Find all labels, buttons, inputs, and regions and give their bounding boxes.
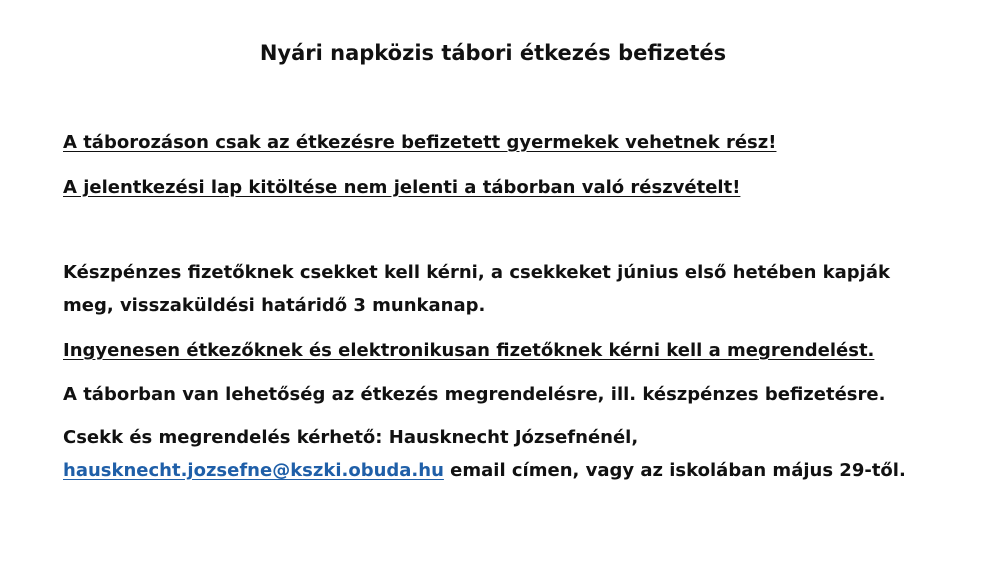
- contact-line-2: email címen, vagy az iskolában május 29-től.: [443, 460, 906, 481]
- warning-registration: A jelentkezési lap kitöltése nem jelenti a táborban való részvételt!: [63, 177, 741, 198]
- free-meal-info: Ingyenesen étkezőknek és elektronikusan fizetőknek kérni kell a megrendelést.: [63, 340, 875, 361]
- contact-info: [63, 421, 943, 487]
- cash-payment-line-2: meg, visszaküldési határidő 3 munkanap.: [63, 295, 486, 316]
- contact-email-link[interactable]: hausknecht.jozsefne@kszki.obuda.hu: [63, 460, 444, 481]
- page-title: Nyári napközis tábori étkezés befizetés: [259, 41, 727, 65]
- contact-line-1: Csekk és megrendelés kérhető: Hausknecht Józsefnénél,: [63, 427, 639, 448]
- cash-payment-line-1: Készpénzes fizetőknek csekket kell kérni, a csekkeket június első hetében kapják: [63, 262, 890, 283]
- cash-payment-info: [63, 256, 943, 322]
- camp-info: A táborban van lehetőség az étkezés megrendelésre, ill. készpénzes befizetésre.: [63, 384, 886, 405]
- warning-paid-only: A táborozáson csak az étkezésre befizetett gyermekek vehetnek rész!: [63, 132, 777, 153]
